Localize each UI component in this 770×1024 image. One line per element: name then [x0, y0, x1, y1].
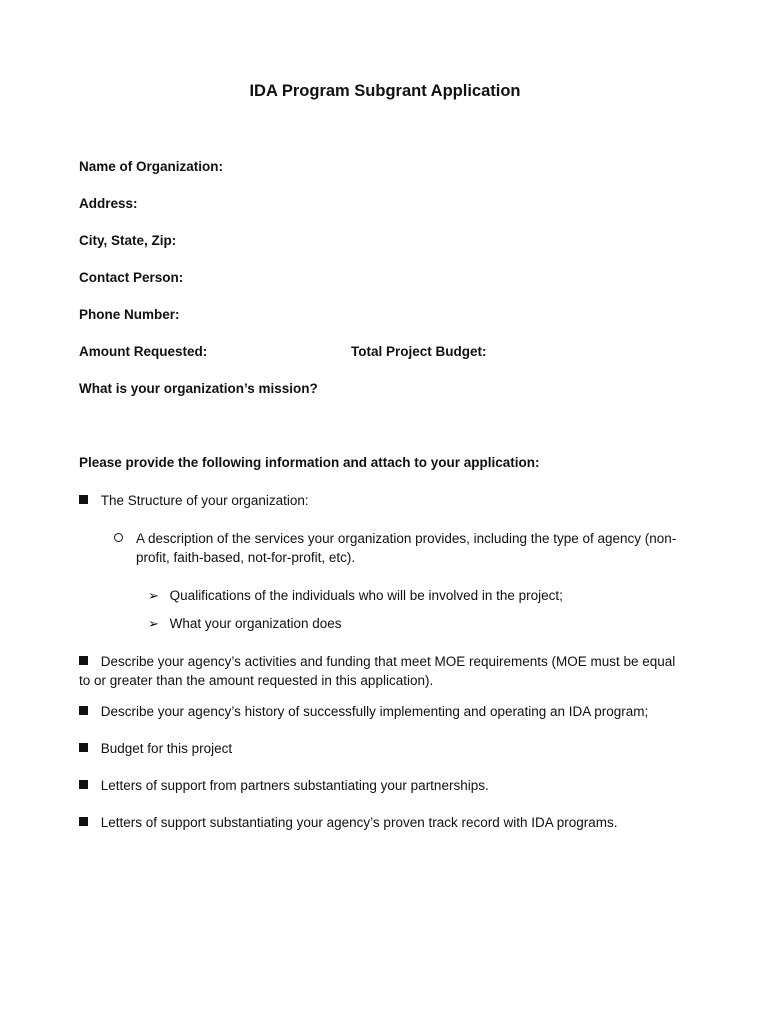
arrow-item-text: Qualifications of the individuals who will be involved in the project;	[169, 588, 563, 603]
arrow-item-qualifications	[148, 586, 563, 605]
circle-bullet-icon	[114, 533, 123, 542]
bullet-moe-line1: Describe your agency’s activities and funding that meet MOE requirements (MOE must be equal	[100, 654, 676, 669]
square-bullet-icon	[79, 780, 88, 789]
bullet-structure	[79, 491, 309, 510]
square-bullet-icon	[79, 706, 88, 715]
instructions-heading: Please provide the following information and attach to your application:	[79, 455, 540, 470]
field-mission-question: What is your organization’s mission?	[79, 381, 318, 396]
bullet-track-record-text: Letters of support substantiating your agency’s proven track record with IDA programs.	[100, 815, 618, 830]
arrow-bullet-icon: ➢	[148, 588, 159, 603]
circle-bullet-icon-wrap	[114, 530, 123, 548]
arrow-item-what-org-does	[148, 614, 342, 633]
field-organization-name: Name of Organization:	[79, 159, 224, 174]
bullet-budget-text: Budget for this project	[100, 741, 233, 756]
square-bullet-icon	[79, 495, 88, 504]
field-contact-person: Contact Person:	[79, 270, 184, 285]
bullet-budget	[79, 739, 232, 758]
arrow-bullet-icon: ➢	[148, 616, 159, 631]
bullet-partner-letters-text: Letters of support from partners substantiating your partnerships.	[100, 778, 489, 793]
arrow-item-text: What your organization does	[169, 616, 342, 631]
bullet-moe-line2: to or greater than the amount requested in this application).	[79, 673, 434, 688]
square-bullet-icon	[79, 817, 88, 826]
field-city-state-zip: City, State, Zip:	[79, 233, 177, 248]
square-bullet-icon	[79, 656, 88, 665]
bullet-moe	[79, 652, 675, 671]
bullet-history-text: Describe your agency’s history of successfully implementing and operating an IDA program;	[100, 704, 649, 719]
field-phone-number: Phone Number:	[79, 307, 180, 322]
sub-item-services-line2: profit, faith-based, not-for-profit, etc).	[136, 550, 356, 565]
page-title: IDA Program Subgrant Application	[249, 82, 521, 100]
bullet-track-record	[79, 813, 618, 832]
field-amount-requested: Amount Requested:	[79, 344, 208, 359]
bullet-structure-text: The Structure of your organization:	[100, 493, 309, 508]
bullet-history	[79, 702, 648, 721]
square-bullet-icon	[79, 743, 88, 752]
field-address: Address:	[79, 196, 138, 211]
bullet-partner-letters	[79, 776, 489, 795]
field-total-project-budget: Total Project Budget:	[351, 344, 487, 359]
sub-item-services-line1: A description of the services your organization provides, including the type of agency (non-	[136, 531, 677, 546]
